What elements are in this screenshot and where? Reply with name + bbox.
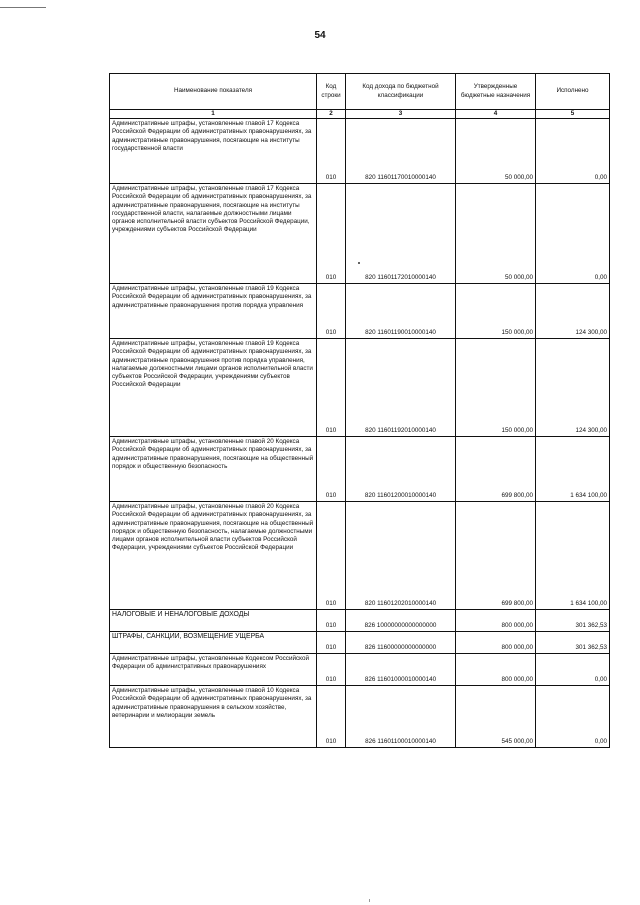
table-row xyxy=(110,119,610,184)
row-line-code: 010 xyxy=(317,437,346,502)
header-kbk: Код дохода по бюджетной классификации xyxy=(346,74,456,110)
row-name: Административные штрафы, установленные главой 20 Кодекса Российской Федерации об административных правонарушениях, за административные правонарушения, посягающие на общественный порядок и общественную безопасность xyxy=(110,437,317,502)
scan-mark xyxy=(369,899,370,902)
row-kbk: 820 11601200010000140 xyxy=(346,437,456,502)
row-executed: 0,00 xyxy=(536,654,610,686)
budget-table xyxy=(109,73,610,748)
table-row xyxy=(110,339,610,437)
row-name: НАЛОГОВЫЕ И НЕНАЛОГОВЫЕ ДОХОДЫ xyxy=(110,610,317,632)
row-executed: 124 300,00 xyxy=(536,339,610,437)
row-executed: 0,00 xyxy=(536,686,610,748)
table-row xyxy=(110,502,610,610)
column-number: 2 xyxy=(317,110,346,119)
column-number: 1 xyxy=(110,110,317,119)
column-number: 4 xyxy=(456,110,536,119)
row-name: Административные штрафы, установленные главой 10 Кодекса Российской Федерации об административных правонарушениях, за административные правонарушения в сельском хозяйстве, ветеринарии и мелиорации земель xyxy=(110,686,317,748)
row-executed: 1 634 100,00 xyxy=(536,502,610,610)
header-line-code: Код строки xyxy=(317,74,346,110)
row-line-code: 010 xyxy=(317,119,346,184)
row-executed: 0,00 xyxy=(536,184,610,284)
row-kbk: 826 10000000000000000 xyxy=(346,610,456,632)
row-approved: 699 800,00 xyxy=(456,437,536,502)
row-kbk: 820 11601170010000140 xyxy=(346,119,456,184)
row-executed: 0,00 xyxy=(536,119,610,184)
row-kbk: 820 11601202010000140 xyxy=(346,502,456,610)
row-approved: 545 000,00 xyxy=(456,686,536,748)
table-row xyxy=(110,632,610,654)
row-approved: 50 000,00 xyxy=(456,119,536,184)
row-approved: 50 000,00 xyxy=(456,184,536,284)
row-line-code: 010 xyxy=(317,502,346,610)
row-line-code: 010 xyxy=(317,686,346,748)
row-executed: 301 362,53 xyxy=(536,610,610,632)
row-executed: 1 634 100,00 xyxy=(536,437,610,502)
row-line-code: 010 xyxy=(317,184,346,284)
row-name: Административные штрафы, установленные главой 19 Кодекса Российской Федерации об административных правонарушениях, за административные правонарушения против порядка управления, налагаемые должностными лицами органов исполнительной власти субъектов Российской Федерации, учреждениями субъектов Российской Федерации xyxy=(110,339,317,437)
row-line-code: 010 xyxy=(317,632,346,654)
table-row xyxy=(110,184,610,284)
table-row xyxy=(110,284,610,339)
row-kbk: 820 11601172010000140 xyxy=(346,184,456,284)
row-kbk: 820 11601190010000140 xyxy=(346,284,456,339)
row-approved: 800 000,00 xyxy=(456,610,536,632)
column-number: 5 xyxy=(536,110,610,119)
stray-dot xyxy=(358,262,360,264)
row-executed: 301 362,53 xyxy=(536,632,610,654)
table-row xyxy=(110,610,610,632)
row-line-code: 010 xyxy=(317,284,346,339)
header-executed: Исполнено xyxy=(536,74,610,110)
row-kbk: 826 11600000000000000 xyxy=(346,632,456,654)
header-row xyxy=(110,74,610,110)
row-name: Административные штрафы, установленные главой 20 Кодекса Российской Федерации об административных правонарушениях, за административные правонарушения, посягающие на общественный порядок и общественную безопасность, налагаемые должностными лицами органов исполнительной власти субъектов Российской Федерации, учреждениями субъектов Российской Федерации xyxy=(110,502,317,610)
column-number: 3 xyxy=(346,110,456,119)
row-name: Административные штрафы, установленные главой 17 Кодекса Российской Федерации об административных правонарушениях, за административные правонарушения, посягающие на институты государственной власти xyxy=(110,119,317,184)
row-line-code: 010 xyxy=(317,339,346,437)
row-approved: 699 800,00 xyxy=(456,502,536,610)
row-name: ШТРАФЫ, САНКЦИИ, ВОЗМЕЩЕНИЕ УЩЕРБА xyxy=(110,632,317,654)
header-name: Наименование показателя xyxy=(110,74,317,110)
row-kbk: 826 11601000010000140 xyxy=(346,654,456,686)
row-kbk: 820 11601192010000140 xyxy=(346,339,456,437)
page-number: 54 xyxy=(314,30,326,41)
table-row xyxy=(110,686,610,748)
row-executed: 124 300,00 xyxy=(536,284,610,339)
row-approved: 800 000,00 xyxy=(456,632,536,654)
table-row xyxy=(110,437,610,502)
row-name: Административные штрафы, установленные главой 17 Кодекса Российской Федерации об административных правонарушениях, за административные правонарушения, посягающие на институты государственной власти, налагаемые должностными лицами органов исполнительной власти субъектов Российской Федерации, учреждениями субъектов Российской Федерации xyxy=(110,184,317,284)
row-line-code: 010 xyxy=(317,610,346,632)
row-approved: 150 000,00 xyxy=(456,339,536,437)
table-row xyxy=(110,654,610,686)
row-kbk: 826 11601100010000140 xyxy=(346,686,456,748)
row-approved: 150 000,00 xyxy=(456,284,536,339)
corner-rule xyxy=(0,7,46,8)
row-approved: 800 000,00 xyxy=(456,654,536,686)
row-name: Административные штрафы, установленные Кодексом Российской Федерации об административных правонарушениях xyxy=(110,654,317,686)
row-line-code: 010 xyxy=(317,654,346,686)
column-number-row xyxy=(110,110,610,119)
row-name: Административные штрафы, установленные главой 19 Кодекса Российской Федерации об административных правонарушениях, за административные правонарушения против порядка управления xyxy=(110,284,317,339)
header-approved: Утвержденные бюджетные назначения xyxy=(456,74,536,110)
